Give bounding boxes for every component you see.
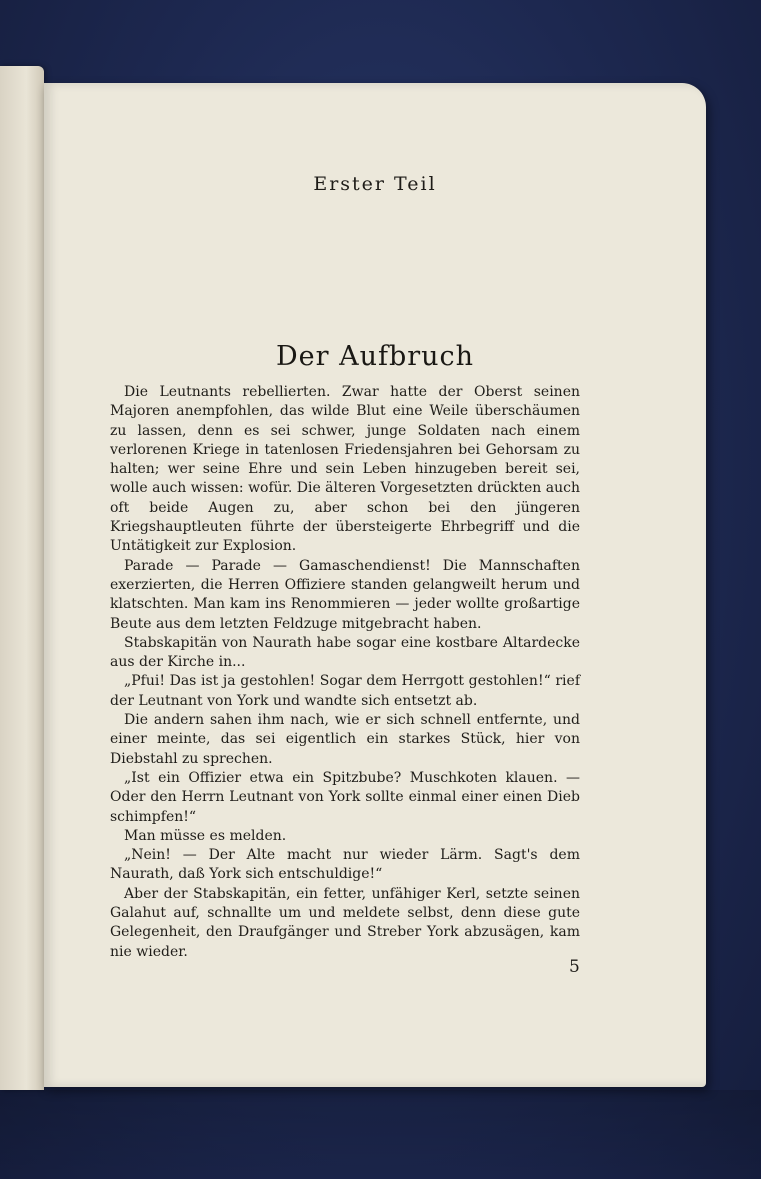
part-title: Erster Teil	[313, 173, 437, 195]
paragraph: „Pfui! Das ist ja gestohlen! Sogar dem Herrgott gestohlen!“ rief der Leutnant von York und wandte sich entsetzt ab.	[110, 673, 580, 709]
paragraph: Aber der Stabskapitän, ein fetter, unfähiger Kerl, setzte seinen Galahut auf, schnallte um und meldete selbst, denn diese gute Gelegenheit, den Draufgänger und Streber York abzusägen, kam nie wieder.	[110, 885, 580, 960]
chapter-title: Der Aufbruch	[275, 341, 475, 372]
paragraph: „Nein! — Der Alte macht nur wieder Lärm. Sagt's dem Naurath, daß York sich entschuldige!“	[110, 847, 580, 883]
paragraph: Stabskapitän von Naurath habe sogar eine kostbare Altardecke aus der Kirche in...	[110, 634, 580, 671]
book-page	[44, 83, 706, 1087]
page-number: 5	[569, 957, 580, 977]
body-text	[110, 383, 580, 962]
paragraph: „Ist ein Offizier etwa ein Spitzbube? Muschkoten klauen. — Oder den Herrn Leutnant von York sollte einmal einer einen Dieb schimpfen!“	[110, 769, 580, 825]
table-shadow	[0, 1090, 761, 1179]
left-page-edge	[0, 66, 44, 1090]
paragraph: Parade — Parade — Gamaschendienst! Die Mannschaften exerzierten, die Herren Offiziere standen gelangweilt herum und klatschten. Man kam ins Renommieren — jeder wollte großartige Beute aus dem letzten Feldzuge mitgebracht haben.	[110, 557, 580, 632]
paragraph: Die andern sahen ihm nach, wie er sich schnell entfernte, und einer meinte, das sei eigentlich ein starkes Stück, hier von Diebstahl zu sprechen.	[110, 712, 580, 767]
paragraph: Man müsse es melden.	[124, 827, 287, 844]
paragraph: Die Leutnants rebellierten. Zwar hatte der Oberst seinen Majoren anempfohlen, das wilde Blut eine Weile überschäumen zu lassen, denn es sei schwer, junge Soldaten nach einem verlorenen Kriege in tatenlosen Friedensjahren bei Gehorsam zu halten; wer seine Ehre und sein Leben hinzugeben bereit sei, wolle auch wissen: wofür. Die älteren Vorgesetzten drückten auch oft beide Augen zu, aber schon bei den jüngeren Kriegshauptleuten führte der übersteigerte Ehrbegriff und die Untätigkeit zur Explosion.	[110, 384, 580, 555]
